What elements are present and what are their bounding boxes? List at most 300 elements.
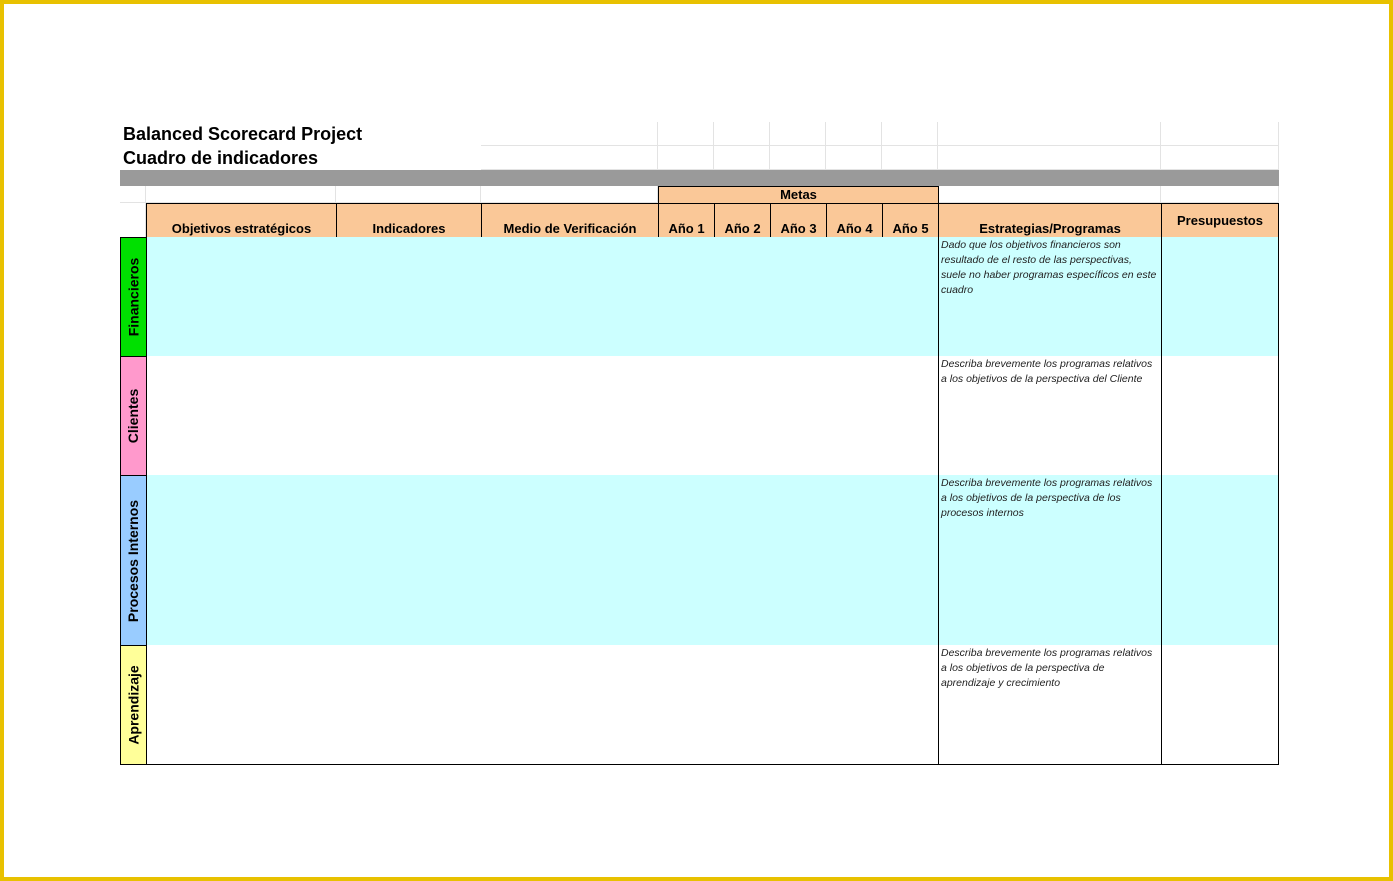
presupuesto-cell[interactable] [1161,543,1279,561]
table-cell[interactable] [882,322,939,340]
presupuesto-cell[interactable] [1161,339,1279,357]
table-cell[interactable] [336,543,482,561]
table-cell[interactable] [481,543,659,561]
table-cell[interactable] [336,679,482,697]
table-cell[interactable] [336,322,482,340]
table-cell[interactable] [146,322,337,340]
table-cell[interactable] [714,509,771,527]
document-title: Balanced Scorecard Project [123,124,363,144]
table-cell[interactable] [481,237,659,255]
table-cell[interactable] [714,254,771,272]
table-cell[interactable] [882,645,939,663]
presupuesto-cell[interactable] [1161,747,1279,765]
table-cell[interactable] [882,662,939,680]
table-cell[interactable] [882,713,939,731]
table-cell[interactable] [826,458,883,476]
table-cell[interactable] [882,373,939,391]
table-cell[interactable] [714,713,771,731]
table-cell[interactable] [770,577,827,595]
table-cell[interactable] [336,628,482,646]
presupuesto-cell[interactable] [1161,696,1279,714]
table-cell[interactable] [714,645,771,663]
header-ano-3: Año 3 [770,203,827,238]
table-cell[interactable] [770,611,827,629]
grid-cell [146,186,336,203]
table-cell[interactable] [714,628,771,646]
table-cell[interactable] [481,747,659,765]
table-cell[interactable] [826,288,883,306]
table-cell[interactable] [658,543,715,561]
table-cell[interactable] [770,407,827,425]
table-cell[interactable] [714,475,771,493]
table-cell[interactable] [882,594,939,612]
table-cell[interactable] [770,322,827,340]
table-cell[interactable] [770,254,827,272]
table-cell[interactable] [336,730,482,748]
table-cell[interactable] [658,237,715,255]
table-cell[interactable] [882,339,939,357]
table-cell[interactable] [481,696,659,714]
table-cell[interactable] [882,577,939,595]
presupuesto-cell[interactable] [1161,713,1279,731]
table-cell[interactable] [770,305,827,323]
table-cell[interactable] [770,645,827,663]
table-cell[interactable] [336,271,482,289]
table-cell[interactable] [481,305,659,323]
table-cell[interactable] [481,713,659,731]
table-cell[interactable] [146,407,337,425]
table-cell[interactable] [714,237,771,255]
table-cell[interactable] [826,628,883,646]
presupuesto-cell[interactable] [1161,237,1279,255]
table-cell[interactable] [770,356,827,374]
grid-cell [714,122,770,146]
table-cell[interactable] [770,373,827,391]
strategy-note[interactable]: Describa brevemente los programas relativos a los objetivos de la perspectiva del Cliente [938,356,1162,476]
table-cell[interactable] [770,509,827,527]
table-cell[interactable] [336,458,482,476]
table-cell[interactable] [146,594,337,612]
presupuesto-cell[interactable] [1161,458,1279,476]
table-cell[interactable] [336,424,482,442]
table-cell[interactable] [658,356,715,374]
table-cell[interactable] [714,662,771,680]
table-cell[interactable] [714,356,771,374]
table-cell[interactable] [146,458,337,476]
table-cell[interactable] [882,679,939,697]
table-cell[interactable] [882,407,939,425]
table-cell[interactable] [146,390,337,408]
grid-cell [1161,122,1279,146]
table-cell[interactable] [826,713,883,731]
table-cell[interactable] [714,424,771,442]
table-cell[interactable] [882,492,939,510]
table-cell[interactable] [336,339,482,357]
presupuesto-cell[interactable] [1161,288,1279,306]
table-cell[interactable] [336,288,482,306]
table-cell[interactable] [714,458,771,476]
table-cell[interactable] [770,475,827,493]
table-cell[interactable] [826,237,883,255]
table-cell[interactable] [882,288,939,306]
table-cell[interactable] [481,611,659,629]
table-cell[interactable] [826,526,883,544]
table-cell[interactable] [826,373,883,391]
table-cell[interactable] [826,747,883,765]
table-cell[interactable] [481,526,659,544]
presupuesto-cell[interactable] [1161,577,1279,595]
presupuesto-cell[interactable] [1161,560,1279,578]
presupuesto-cell[interactable] [1161,305,1279,323]
table-cell[interactable] [658,611,715,629]
table-cell[interactable] [714,526,771,544]
table-cell[interactable] [481,560,659,578]
table-cell[interactable] [658,254,715,272]
table-cell[interactable] [146,526,337,544]
table-cell[interactable] [882,628,939,646]
table-cell[interactable] [658,713,715,731]
header-objetivos: Objetivos estratégicos [146,203,337,238]
table-cell[interactable] [714,339,771,357]
scorecard-sheet [120,122,1279,765]
presupuesto-cell[interactable] [1161,509,1279,527]
table-cell[interactable] [658,645,715,663]
presupuesto-cell[interactable] [1161,730,1279,748]
table-cell[interactable] [658,271,715,289]
table-cell[interactable] [714,594,771,612]
table-cell[interactable] [146,713,337,731]
table-cell[interactable] [826,475,883,493]
table-cell[interactable] [770,543,827,561]
table-cell[interactable] [658,594,715,612]
table-cell[interactable] [882,237,939,255]
table-cell[interactable] [481,662,659,680]
table-cell[interactable] [336,254,482,272]
table-cell[interactable] [658,577,715,595]
table-cell[interactable] [714,747,771,765]
table-cell[interactable] [826,339,883,357]
table-cell[interactable] [826,424,883,442]
table-cell[interactable] [714,560,771,578]
table-cell[interactable] [882,458,939,476]
table-cell[interactable] [658,458,715,476]
header-ano-4: Año 4 [826,203,883,238]
table-cell[interactable] [770,492,827,510]
table-cell[interactable] [481,271,659,289]
table-cell[interactable] [882,271,939,289]
presupuesto-cell[interactable] [1161,475,1279,493]
grid-cell [120,186,146,203]
table-cell[interactable] [146,288,337,306]
table-cell[interactable] [336,594,482,612]
table-cell[interactable] [714,696,771,714]
table-cell[interactable] [882,475,939,493]
table-cell[interactable] [826,560,883,578]
table-cell[interactable] [770,237,827,255]
table-cell[interactable] [714,373,771,391]
table-cell[interactable] [658,475,715,493]
table-cell[interactable] [481,339,659,357]
table-cell[interactable] [882,730,939,748]
presupuesto-cell[interactable] [1161,492,1279,510]
table-cell[interactable] [658,407,715,425]
table-cell[interactable] [146,611,337,629]
presupuesto-cell[interactable] [1161,271,1279,289]
header-indicadores: Indicadores [336,203,482,238]
table-cell[interactable] [146,730,337,748]
table-cell[interactable] [826,254,883,272]
table-cell[interactable] [146,237,337,255]
table-cell[interactable] [714,322,771,340]
table-cell[interactable] [336,390,482,408]
table-cell[interactable] [882,424,939,442]
presupuesto-cell[interactable] [1161,390,1279,408]
table-cell[interactable] [481,577,659,595]
table-cell[interactable] [146,373,337,391]
table-cell[interactable] [770,424,827,442]
table-cell[interactable] [770,747,827,765]
table-cell[interactable] [146,441,337,459]
table-cell[interactable] [658,747,715,765]
table-cell[interactable] [826,356,883,374]
table-cell[interactable] [146,305,337,323]
table-cell[interactable] [336,492,482,510]
presupuesto-cell[interactable] [1161,424,1279,442]
table-cell[interactable] [481,679,659,697]
header-ano-1: Año 1 [658,203,715,238]
table-cell[interactable] [826,492,883,510]
table-cell[interactable] [714,730,771,748]
table-cell[interactable] [658,509,715,527]
table-cell[interactable] [826,696,883,714]
presupuesto-cell[interactable] [1161,611,1279,629]
table-cell[interactable] [882,611,939,629]
table-cell[interactable] [714,492,771,510]
table-cell[interactable] [658,288,715,306]
presupuesto-cell[interactable] [1161,356,1279,374]
table-cell[interactable] [336,441,482,459]
table-cell[interactable] [770,696,827,714]
table-cell[interactable] [770,679,827,697]
presupuesto-cell[interactable] [1161,628,1279,646]
presupuesto-cell[interactable] [1161,254,1279,272]
table-cell[interactable] [336,747,482,765]
table-cell[interactable] [826,271,883,289]
table-cell[interactable] [770,339,827,357]
table-cell[interactable] [714,441,771,459]
table-cell[interactable] [146,696,337,714]
table-cell[interactable] [336,577,482,595]
table-cell[interactable] [481,288,659,306]
table-cell[interactable] [658,696,715,714]
presupuesto-cell[interactable] [1161,662,1279,680]
table-cell[interactable] [770,594,827,612]
table-cell[interactable] [826,322,883,340]
table-cell[interactable] [826,509,883,527]
table-cell[interactable] [714,271,771,289]
table-cell[interactable] [336,475,482,493]
table-cell[interactable] [658,322,715,340]
table-cell[interactable] [146,475,337,493]
table-cell[interactable] [481,594,659,612]
table-cell[interactable] [146,577,337,595]
table-cell[interactable] [336,560,482,578]
table-cell[interactable] [481,509,659,527]
table-cell[interactable] [658,390,715,408]
table-cell[interactable] [770,390,827,408]
table-cell[interactable] [882,441,939,459]
table-cell[interactable] [658,628,715,646]
table-cell[interactable] [714,543,771,561]
table-cell[interactable] [826,543,883,561]
table-cell[interactable] [882,305,939,323]
table-cell[interactable] [146,339,337,357]
table-cell[interactable] [146,560,337,578]
grid-cell [1161,186,1279,203]
table-cell[interactable] [481,441,659,459]
table-cell[interactable] [826,679,883,697]
perspective-label-procesos-internos [120,475,147,646]
table-cell[interactable] [336,526,482,544]
table-cell[interactable] [770,288,827,306]
table-cell[interactable] [826,594,883,612]
table-cell[interactable] [481,458,659,476]
table-cell[interactable] [146,509,337,527]
table-cell[interactable] [882,747,939,765]
table-cell[interactable] [336,713,482,731]
table-cell[interactable] [770,628,827,646]
table-cell[interactable] [658,560,715,578]
table-cell[interactable] [714,611,771,629]
table-cell[interactable] [481,322,659,340]
table-cell[interactable] [882,696,939,714]
presupuesto-cell[interactable] [1161,322,1279,340]
table-cell[interactable] [336,611,482,629]
table-cell[interactable] [481,356,659,374]
table-cell[interactable] [146,424,337,442]
document-subtitle: Cuadro de indicadores [123,148,319,168]
table-cell[interactable] [882,543,939,561]
table-cell[interactable] [658,424,715,442]
strategy-note[interactable]: Describa brevemente los programas relativos a los objetivos de la perspectiva de los procesos internos [938,475,1162,646]
table-cell[interactable] [826,611,883,629]
presupuesto-cell[interactable] [1161,407,1279,425]
table-cell[interactable] [882,509,939,527]
table-cell[interactable] [481,424,659,442]
table-cell[interactable] [826,305,883,323]
presupuesto-cell[interactable] [1161,373,1279,391]
table-cell[interactable] [714,577,771,595]
table-cell[interactable] [658,526,715,544]
presupuesto-cell[interactable] [1161,594,1279,612]
table-cell[interactable] [481,390,659,408]
table-cell[interactable] [146,543,337,561]
table-cell[interactable] [770,662,827,680]
table-cell[interactable] [336,305,482,323]
table-cell[interactable] [882,254,939,272]
table-cell[interactable] [146,271,337,289]
table-cell[interactable] [770,526,827,544]
table-cell[interactable] [770,441,827,459]
table-cell[interactable] [770,458,827,476]
table-cell[interactable] [658,662,715,680]
table-cell[interactable] [146,747,337,765]
table-cell[interactable] [336,237,482,255]
table-cell[interactable] [481,492,659,510]
table-cell[interactable] [826,390,883,408]
table-cell[interactable] [770,560,827,578]
table-cell[interactable] [146,356,337,374]
table-cell[interactable] [826,645,883,663]
table-cell[interactable] [481,373,659,391]
table-cell[interactable] [826,407,883,425]
table-cell[interactable] [336,373,482,391]
table-cell[interactable] [658,441,715,459]
table-cell[interactable] [481,645,659,663]
table-cell[interactable] [146,254,337,272]
table-cell[interactable] [658,373,715,391]
table-cell[interactable] [882,356,939,374]
table-cell[interactable] [336,696,482,714]
table-cell[interactable] [882,560,939,578]
table-cell[interactable] [481,628,659,646]
table-cell[interactable] [336,645,482,663]
table-cell[interactable] [336,407,482,425]
table-cell[interactable] [658,492,715,510]
presupuesto-cell[interactable] [1161,526,1279,544]
table-cell[interactable] [826,730,883,748]
table-cell[interactable] [882,526,939,544]
table-cell[interactable] [826,441,883,459]
table-cell[interactable] [146,645,337,663]
table-cell[interactable] [658,339,715,357]
table-cell[interactable] [882,390,939,408]
table-cell[interactable] [714,390,771,408]
table-cell[interactable] [336,662,482,680]
table-cell[interactable] [714,288,771,306]
table-cell[interactable] [714,305,771,323]
presupuesto-cell[interactable] [1161,679,1279,697]
table-cell[interactable] [770,271,827,289]
table-cell[interactable] [146,679,337,697]
table-cell[interactable] [826,577,883,595]
header-ano-5: Año 5 [882,203,939,238]
table-cell[interactable] [658,305,715,323]
table-cell[interactable] [826,662,883,680]
table-cell[interactable] [481,475,659,493]
table-cell[interactable] [146,492,337,510]
table-cell[interactable] [658,679,715,697]
table-cell[interactable] [146,628,337,646]
strategy-note[interactable]: Describa brevemente los programas relativos a los objetivos de la perspectiva de aprendizaje y crecimiento [938,645,1162,765]
table-cell[interactable] [770,730,827,748]
presupuesto-cell[interactable] [1161,441,1279,459]
table-cell[interactable] [481,254,659,272]
presupuesto-cell[interactable] [1161,645,1279,663]
table-cell[interactable] [481,730,659,748]
table-cell[interactable] [481,407,659,425]
table-cell[interactable] [146,662,337,680]
table-cell[interactable] [770,713,827,731]
table-cell[interactable] [658,730,715,748]
table-cell[interactable] [336,356,482,374]
grid-cell [770,122,826,146]
table-cell[interactable] [714,407,771,425]
table-cell[interactable] [714,679,771,697]
grid-cell [826,122,882,146]
strategy-note[interactable]: Dado que los objetivos financieros son resultado de el resto de las perspectivas, suele no haber programas específicos en este cuadro [938,237,1162,357]
table-cell[interactable] [336,509,482,527]
